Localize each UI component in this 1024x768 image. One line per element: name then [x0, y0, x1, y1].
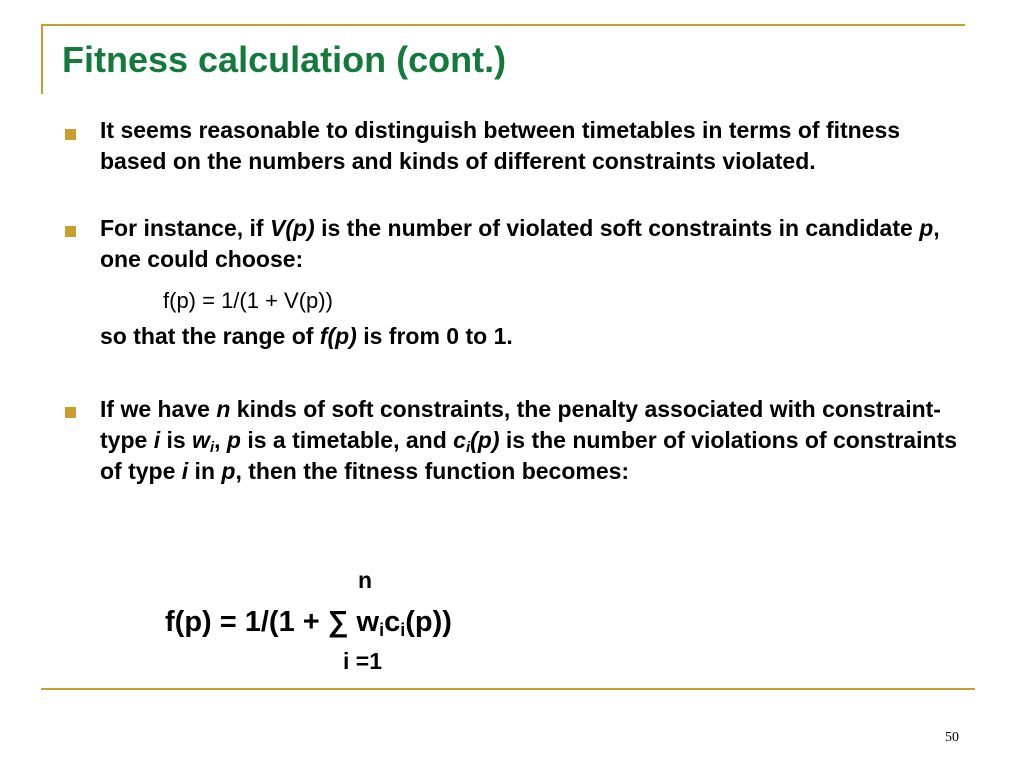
simple-fitness-formula: f(p) = 1/(1 + V(p)) [163, 288, 333, 313]
bullet-marker [65, 226, 76, 237]
bottom-rule [41, 688, 975, 690]
bullet-3-text: If we have n kinds of soft constraints, the penalty associated with constraint-type i is $w_i$, p is a timetable, and $c_i(p)$ is the number of violations of constraints of type i in p, then the fitness function becomes: [100, 396, 957, 484]
bullet-marker [65, 129, 76, 140]
weighted-fitness-formula: f(p) = 1/(1 + ∑ $w_ic_i(p)$) [165, 606, 452, 640]
bullet-1-text: It seems reasonable to distinguish between timetables in terms of fitness based on the numbers and kinds of different constraints violated. [100, 117, 901, 174]
sum-upper-limit: n [358, 567, 373, 593]
sigma-symbol: ∑ [327, 606, 349, 638]
top-rule [41, 24, 965, 26]
slide-title: Fitness calculation (cont.) [62, 39, 507, 80]
bullet-marker [65, 407, 76, 418]
range-note-text: so that the range of f(p) is from 0 to 1. [100, 323, 513, 349]
title-accent-line [41, 24, 43, 94]
bullet-2-text: For instance, if V(p) is the number of violated soft constraints in candidate p, one could choose: [100, 215, 940, 272]
page-number: 50 [945, 730, 959, 745]
sum-lower-limit: i =1 [343, 648, 383, 674]
